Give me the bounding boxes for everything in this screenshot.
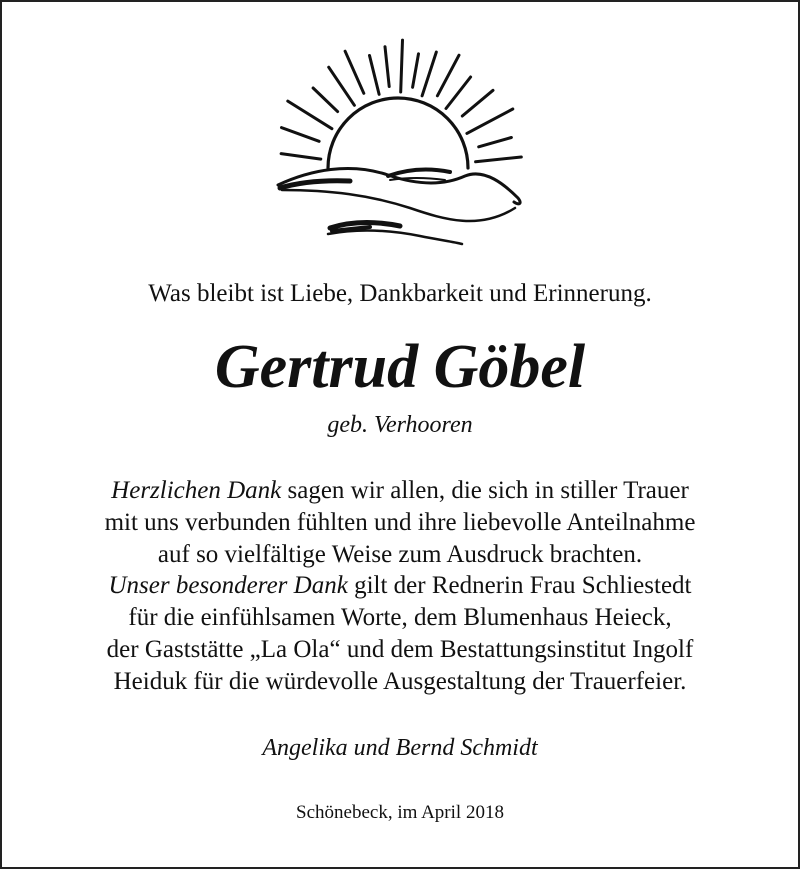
thanks-line: der Gaststätte „La Ola“ und dem Bestattungsinstitut Ingolf bbox=[106, 635, 694, 663]
sun-ray bbox=[413, 54, 419, 88]
sun-ray bbox=[446, 77, 471, 109]
sun-ray bbox=[281, 154, 321, 160]
sun-ray bbox=[370, 56, 380, 95]
sun-ray bbox=[282, 128, 320, 142]
sun-ray bbox=[437, 55, 459, 96]
signature: Angelika und Bernd Schmidt bbox=[262, 735, 538, 761]
thanks-line bbox=[30, 570, 770, 602]
intro-line: Was bleibt ist Liebe, Dankbarkeit und Erinnerung. bbox=[148, 280, 652, 307]
place-date: Schönebeck, im April 2018 bbox=[296, 802, 504, 823]
thanks-line: auf so vielfältige Weise zum Ausdruck brachten. bbox=[157, 540, 643, 568]
sun-ray bbox=[401, 40, 403, 92]
sun-ray bbox=[422, 52, 436, 96]
thanks-line-rest: gilt der Rednerin Frau Schliestedt bbox=[347, 572, 692, 600]
sun-ray bbox=[313, 88, 338, 112]
thanks-line: Heiduk für die würdevolle Ausgestaltung der Trauerfeier. bbox=[113, 667, 687, 695]
thanks-line: mit uns verbunden fühlten und ihre liebevolle Anteilnahme bbox=[104, 508, 696, 536]
sun-ray bbox=[479, 138, 512, 147]
maiden-name: geb. Verhooren bbox=[327, 412, 473, 438]
sun-ray bbox=[467, 109, 513, 133]
sun-ray bbox=[385, 47, 389, 87]
thanks-emphasis: Unser besonderer Dank bbox=[108, 572, 348, 600]
thanks-line-rest: sagen wir allen, die sich in stiller Trauer bbox=[281, 477, 689, 504]
thanks-text bbox=[30, 475, 770, 698]
deceased-name: Gertrud Göbel bbox=[214, 333, 586, 401]
thanks-line: für die einfühlsamen Worte, dem Blumenhaus Heieck, bbox=[128, 604, 672, 632]
sun-ray bbox=[476, 157, 522, 162]
sunrise-over-hills-icon bbox=[270, 30, 530, 255]
thanks-emphasis: Herzlichen Dank bbox=[111, 477, 282, 504]
sun-ray bbox=[329, 67, 355, 105]
sun-ray bbox=[345, 51, 364, 93]
thanks-line bbox=[30, 475, 770, 507]
sun-ray bbox=[288, 101, 332, 129]
sun-ray bbox=[462, 90, 493, 116]
